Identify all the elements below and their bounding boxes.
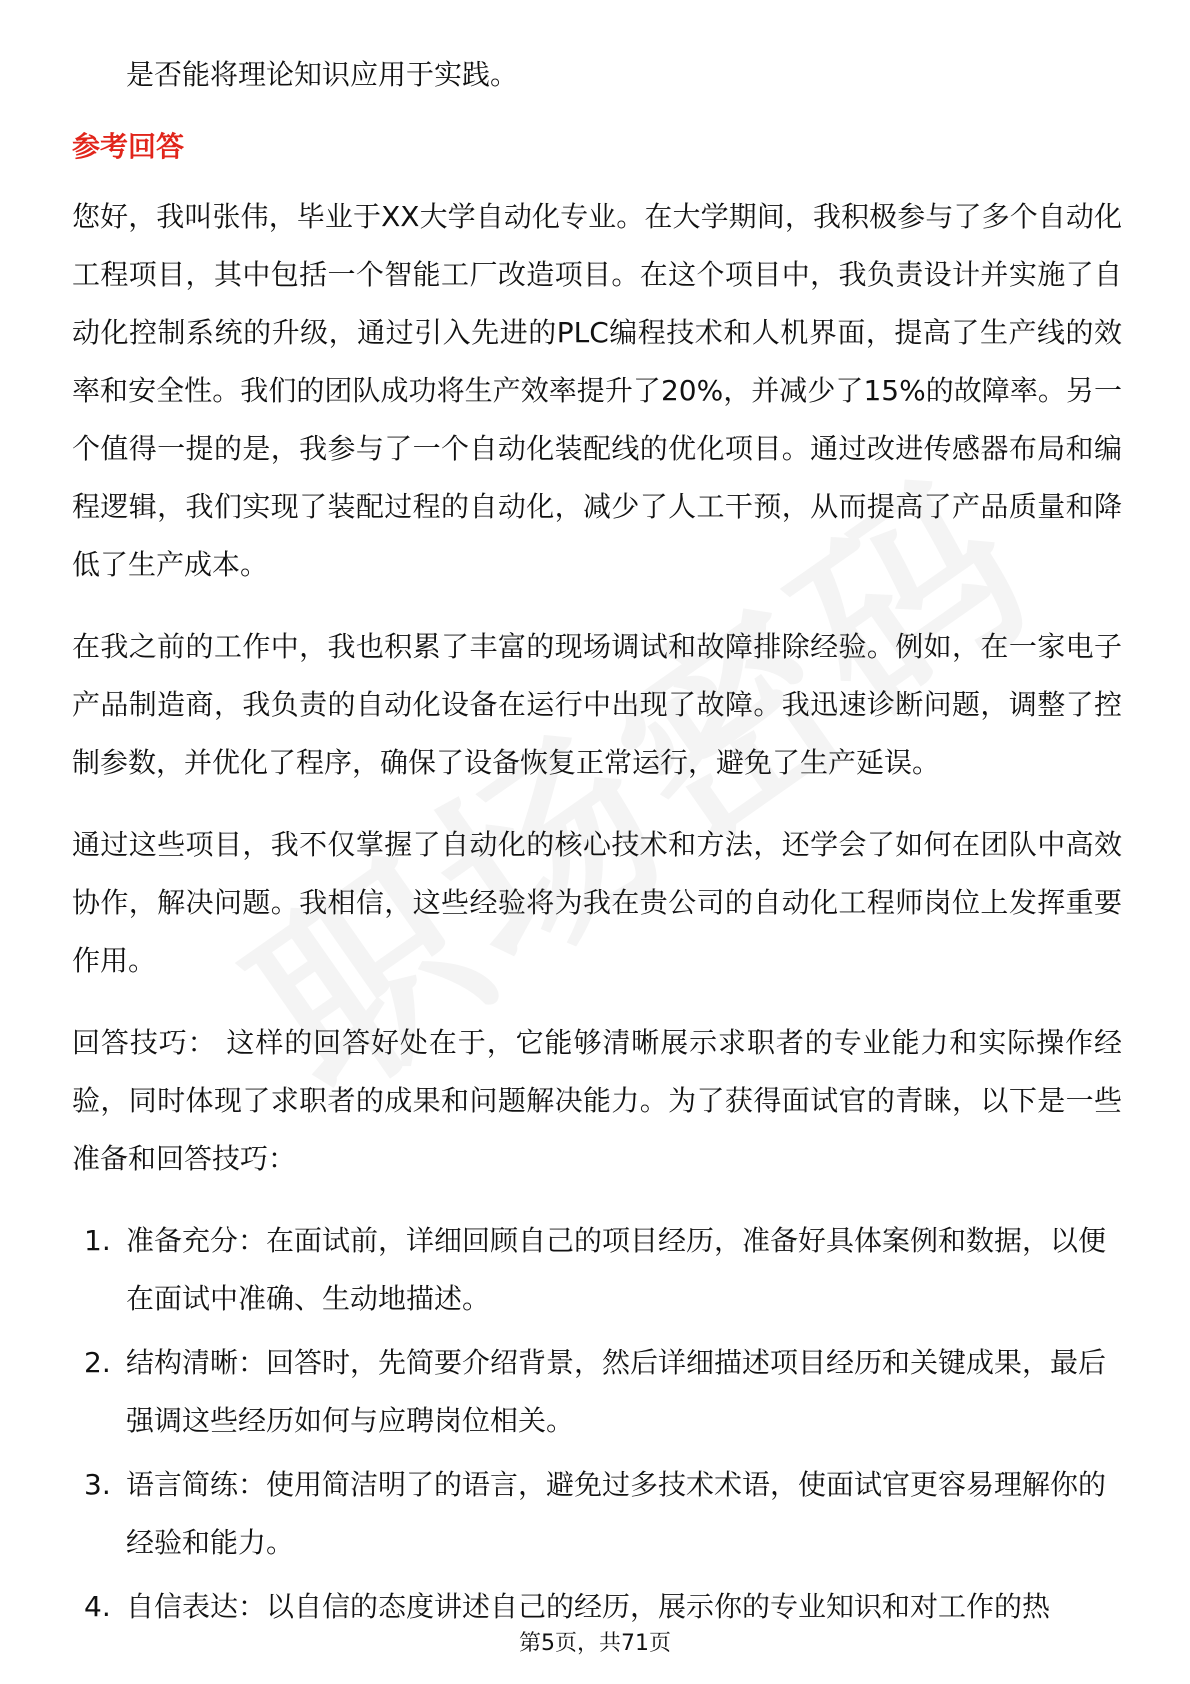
list-item xyxy=(72,1334,1122,1450)
list-text: 自信表达：以自信的态度讲述自己的经历，展示你的专业知识和对工作的热 xyxy=(126,1590,1051,1623)
page-footer: 第5页，共71页 xyxy=(519,1631,671,1656)
paragraph-1: 您好，我叫张伟，毕业于XX大学自动化专业。在大学期间，我积极参与了多个自动化工程项目，其中包括一个智能工厂改造项目。在这个项目中，我负责设计并实施了自动化控制系统的升级，通过引入先进的PLC编程技术和人机界面，提高了生产线的效率和安全性。我们的团队成功将生产效率提升了20%，并减少了15%的故障率。另一个值得一提的是，我参与了一个自动化装配线的优化项目。通过改进传感器布局和编程逻辑，我们实现了装配过程的自动化，减少了人工干预，从而提高了产品质量和降低了生产成本。 xyxy=(72,200,1122,581)
list-text: 结构清晰：回答时，先简要介绍背景，然后详细描述项目经历和关键成果，最后强调这些经历如何与应聘岗位相关。 xyxy=(126,1346,1107,1437)
paragraph-tips-intro: 回答技巧： 这样的回答好处在于，它能够清晰展示求职者的专业能力和实际操作经验，同时体现了求职者的成果和问题解决能力。为了获得面试官的青睐，以下是一些准备和回答技巧： xyxy=(72,1026,1122,1175)
list-text: 语言简练：使用简洁明了的语言，避免过多技术术语，使面试官更容易理解你的经验和能力。 xyxy=(126,1468,1107,1559)
list-text: 准备充分：在面试前，详细回顾自己的项目经历，准备好具体案例和数据，以便在面试中准确、生动地描述。 xyxy=(126,1224,1107,1315)
list-number: 2. xyxy=(84,1346,111,1379)
list-number: 3. xyxy=(84,1468,111,1501)
page-content xyxy=(72,46,1122,1642)
list-number: 1. xyxy=(84,1224,111,1257)
paragraph-2: 在我之前的工作中，我也积累了丰富的现场调试和故障排除经验。例如，在一家电子产品制造商，我负责的自动化设备在运行中出现了故障。我迅速诊断问题，调整了控制参数，并优化了程序，确保了设备恢复正常运行，避免了生产延误。 xyxy=(72,630,1122,779)
intro-line: 是否能将理论知识应用于实践。 xyxy=(126,58,519,91)
section-heading: 参考回答 xyxy=(72,130,185,163)
tips-list xyxy=(72,1212,1122,1636)
list-item xyxy=(72,1456,1122,1572)
paragraph-3: 通过这些项目，我不仅掌握了自动化的核心技术和方法，还学会了如何在团队中高效协作，解决问题。我相信，这些经验将为我在贵公司的自动化工程师岗位上发挥重要作用。 xyxy=(72,828,1122,977)
list-number: 4. xyxy=(84,1590,111,1623)
list-item xyxy=(72,1212,1122,1328)
